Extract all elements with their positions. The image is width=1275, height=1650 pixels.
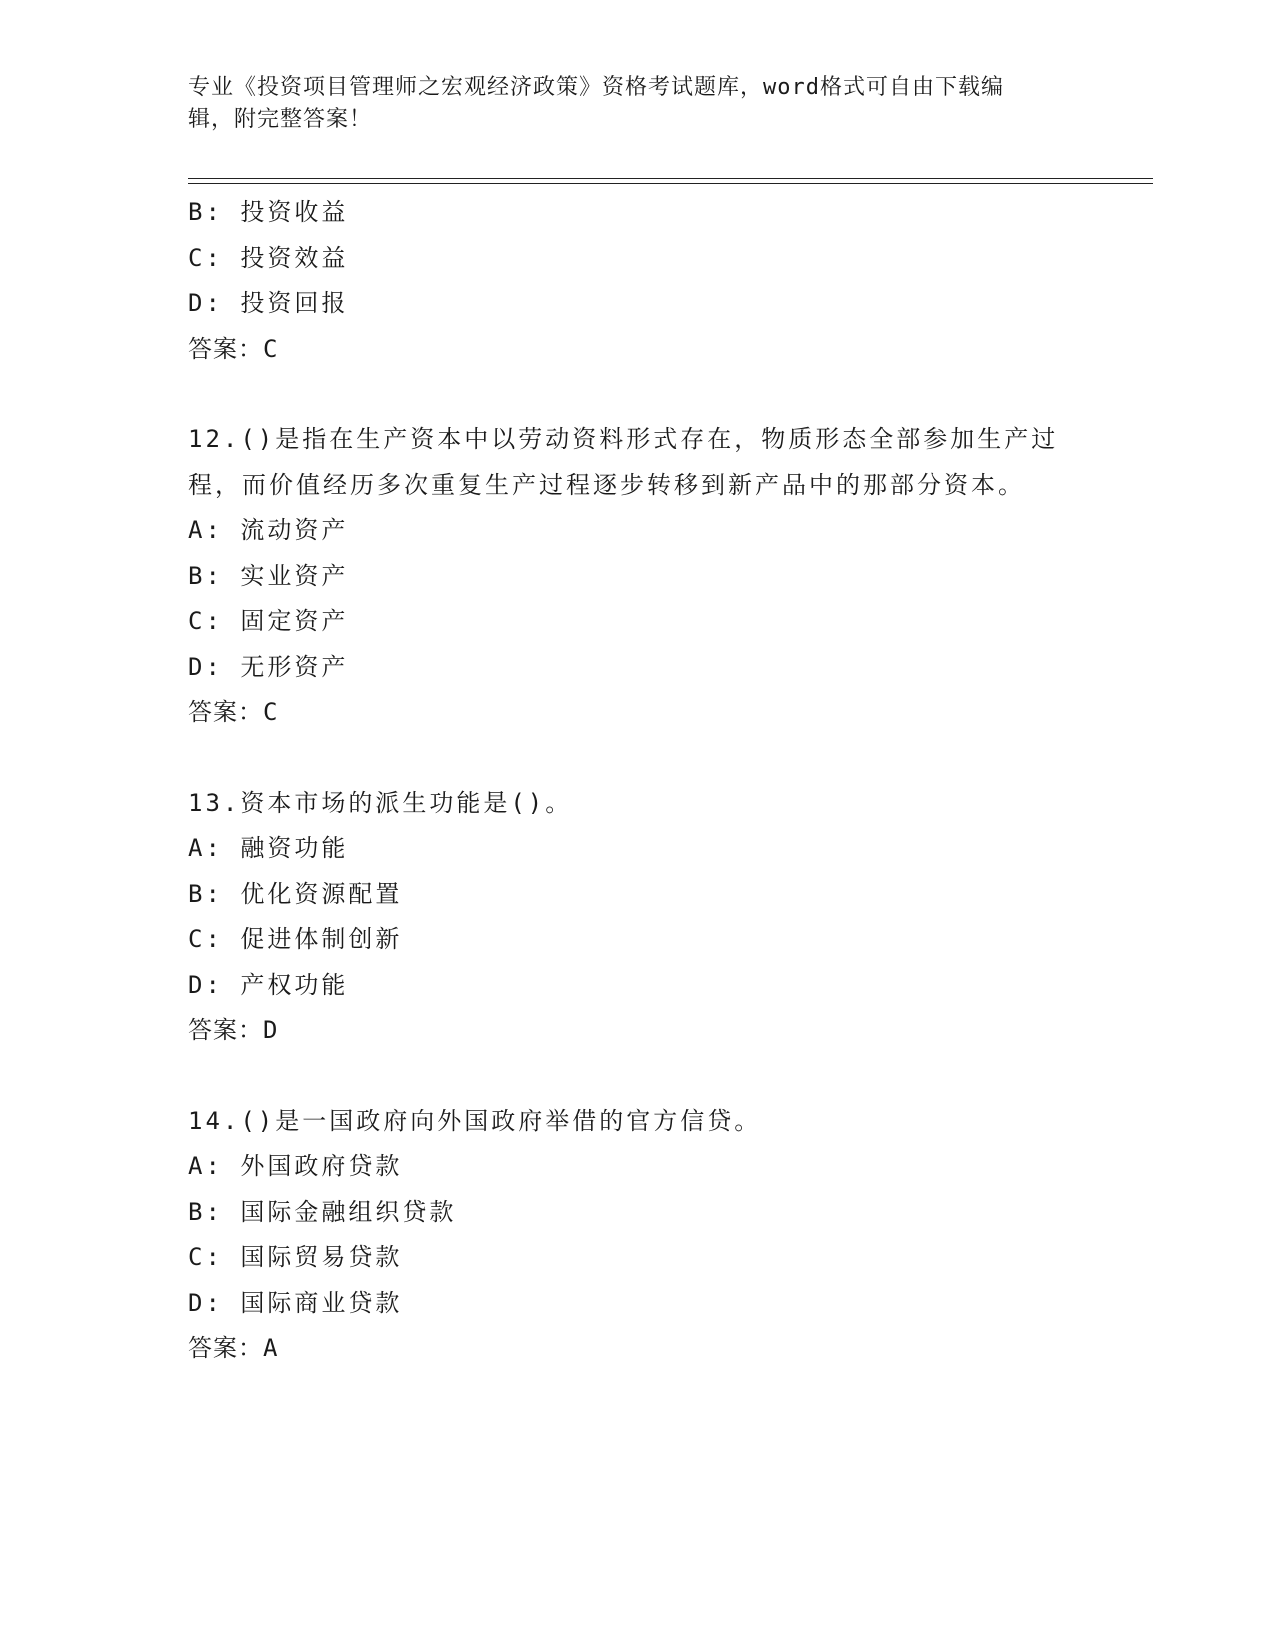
- option-d: D: 国际商业贷款: [188, 1288, 403, 1317]
- question-13: [188, 781, 1088, 1054]
- header-line-1: 专业《投资项目管理师之宏观经济政策》资格考试题库，word格式可自由下载编: [188, 75, 1004, 100]
- spacer: [188, 372, 1088, 417]
- option-d: D: 投资回报: [188, 289, 349, 317]
- question-stem: 12.()是指在生产资本中以劳动资料形式存在，物质形态全部参加生产过程，而价值经历多次重复生产过程逐步转移到新产品中的那部分资本。: [188, 425, 1059, 499]
- answer-label: 答案：: [188, 698, 263, 726]
- question-14: [188, 1099, 1088, 1372]
- option-c: C: 投资效益: [188, 243, 349, 272]
- option-a: A: 融资功能: [188, 834, 349, 862]
- answer-line: [188, 690, 1088, 736]
- answer-value: A: [263, 1334, 279, 1362]
- answer-label: 答案：: [188, 1334, 263, 1362]
- page-header: [188, 72, 1068, 136]
- answer-line: [188, 1326, 1088, 1372]
- answer-value: C: [263, 334, 279, 363]
- question-11-partial: [188, 190, 1088, 372]
- option-c: C: 国际贸易贷款: [188, 1243, 403, 1271]
- question-12: [188, 417, 1088, 736]
- answer-value: C: [263, 698, 279, 726]
- option-d: D: 产权功能: [188, 970, 349, 999]
- header-rule-bottom: [188, 183, 1153, 184]
- option-d: D: 无形资产: [188, 652, 349, 681]
- answer-line: [188, 327, 1088, 373]
- answer-label: 答案：: [188, 334, 263, 363]
- option-b: B: 实业资产: [188, 561, 349, 590]
- option-b: B: 投资收益: [188, 198, 349, 226]
- question-stem: 14.()是一国政府向外国政府举借的官方信贷。: [188, 1106, 762, 1135]
- option-b: B: 国际金融组织贷款: [188, 1197, 457, 1226]
- spacer: [188, 736, 1088, 781]
- option-a: A: 流动资产: [188, 516, 349, 544]
- option-a: A: 外国政府贷款: [188, 1152, 403, 1180]
- option-c: C: 固定资产: [188, 607, 349, 635]
- answer-value: D: [263, 1016, 279, 1044]
- answer-label: 答案：: [188, 1016, 263, 1044]
- header-line-2: 辑，附完整答案！: [188, 107, 373, 132]
- question-stem: 13.资本市场的派生功能是()。: [188, 788, 573, 817]
- question-content: [188, 190, 1088, 1372]
- option-b: B: 优化资源配置: [188, 879, 403, 908]
- answer-line: [188, 1008, 1088, 1054]
- option-c: C: 促进体制创新: [188, 925, 403, 953]
- spacer: [188, 1054, 1088, 1099]
- header-rule-top: [188, 178, 1153, 179]
